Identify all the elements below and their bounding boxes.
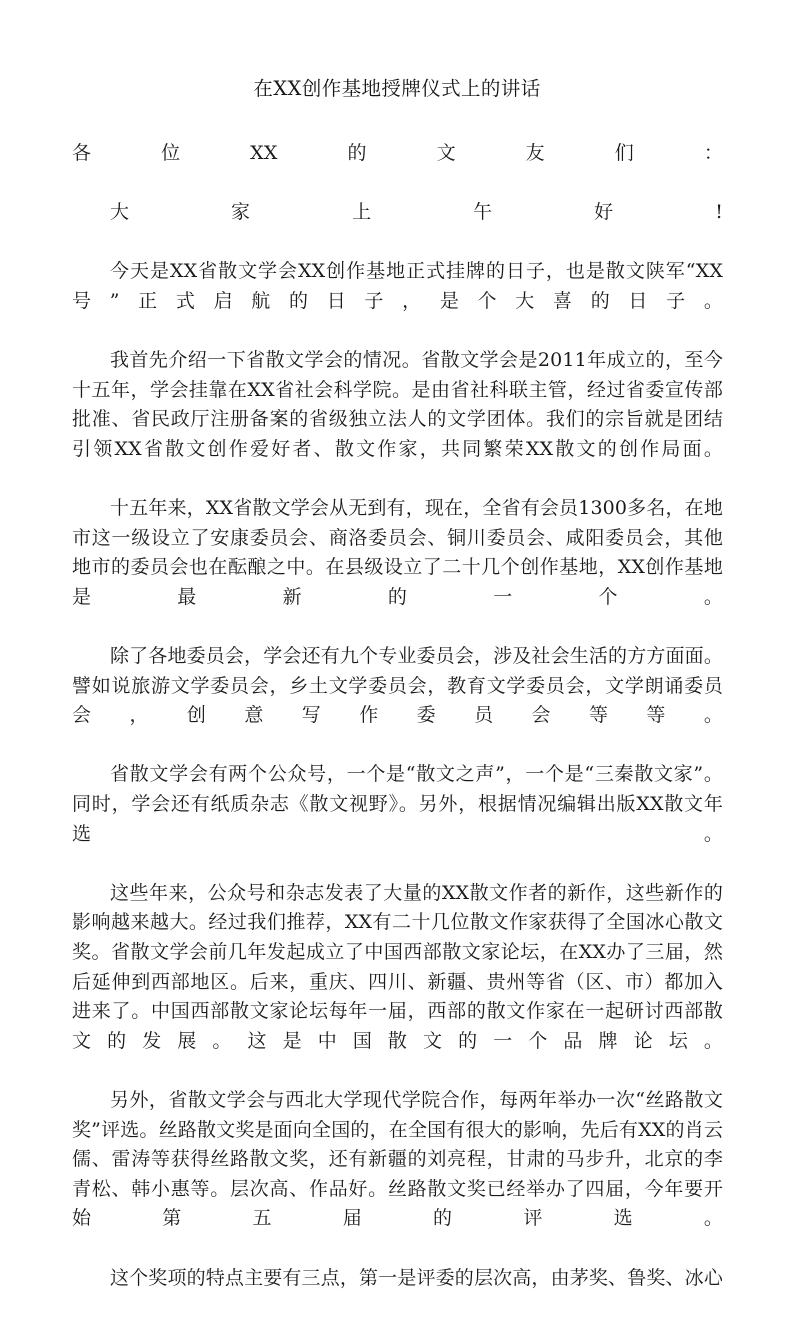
paragraph-para-2: 我首先介绍一下省散文学会的情况。省散文学会是2011年成立的，至今十五年，学会挂靠在XX省社会科学院。是由省社科联主管，经过省委宣传部批准、省民政厅注册备案的省级独立法人的文学团体。我们的宗旨就是团结引领XX省散文创作爱好者、散文作家，共同繁荣XX散文的创作局面。 — [72, 349, 723, 460]
paragraph-para-4: 除了各地委员会，学会还有九个专业委员会，涉及社会生活的方方面面。譬如说旅游文学委员会，乡土文学委员会，教育文学委员会，文学朗诵委员会，创意写作委员会等等。 — [72, 645, 723, 727]
paragraph-para-1: 今天是XX省散文学会XX创作基地正式挂牌的日子，也是散文陕军“XX号”正式启航的日子，是个大喜的日子。 — [72, 260, 723, 312]
paragraph-salutation: 各位XX的文友们： — [72, 142, 723, 164]
document-body — [72, 139, 723, 1323]
paragraph-para-5: 省散文学会有两个公众号，一个是“散文之声”，一个是“三秦散文家”。同时，学会还有纸质杂志《散文视野》。另外，根据情况编辑出版XX散文年选。 — [72, 763, 723, 845]
paragraph-para-3: 十五年来，XX省散文学会从无到有，现在，全省有会员1300多名，在地市这一级设立了安康委员会、商洛委员会、铜川委员会、咸阳委员会，其他地市的委员会也在酝酿之中。在县级设立了二十几个创作基地，XX创作基地是最新的一个。 — [72, 497, 723, 608]
paragraph-greeting: 大家上午好! — [110, 201, 723, 224]
document-title: 在XX创作基地授牌仪式上的讲话 — [253, 77, 541, 100]
paragraph-para-8: 这个奖项的特点主要有三点，第一是评委的层次高，由茅奖、鲁奖、冰心 — [110, 1266, 723, 1289]
paragraph-para-7: 另外，省散文学会与西北大学现代学院合作，每两年举办一次“丝路散文奖”评选。丝路散文奖是面向全国的，在全国有很大的影响，先后有XX的肖云儒、雷涛等获得丝路散文奖，还有新疆的刘亮程，甘肃的马步升，北京的李青松、韩小惠等。层次高、作品好。丝路散文奖已经举办了四届，今年要开始第五届的评选。 — [72, 1089, 723, 1230]
paragraph-para-6: 这些年来，公众号和杂志发表了大量的XX散文作者的新作，这些新作的影响越来越大。经过我们推荐，XX有二十几位散文作家获得了全国冰心散文奖。省散文学会前几年发起成立了中国西部散文家论坛，在XX办了三届，然后延伸到西部地区。后来，重庆、四川、新疆、贵州等省（区、市）都加入进来了。中国西部散文家论坛每年一届，西部的散文作家在一起研讨西部散文的发展。这是中国散文的一个品牌论坛。 — [72, 881, 723, 1052]
